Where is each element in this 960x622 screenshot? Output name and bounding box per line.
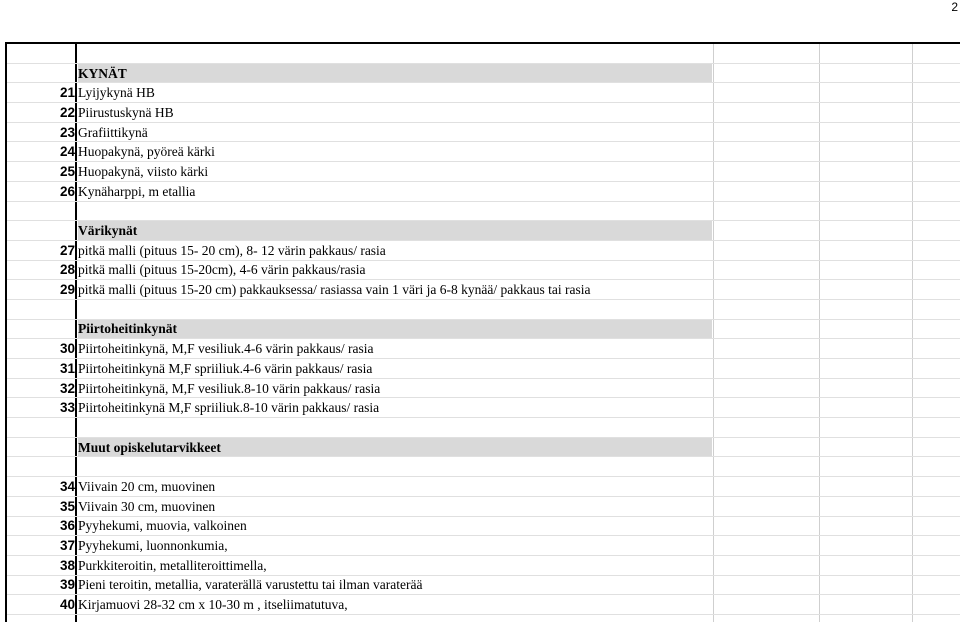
section-header-band (78, 221, 712, 240)
item-description: Pieni teroitin, metallia, varaterällä varustettu tai ilman varaterää (78, 577, 423, 593)
item-description: Piirtoheitinkynä M,F spriiliuk.8-10 värin pakkaus/ rasia (78, 400, 380, 416)
item-number: 21 (59, 85, 75, 101)
item-description: Viivain 30 cm, muovinen (78, 498, 216, 514)
table-row (7, 83, 960, 103)
table-row (7, 123, 960, 143)
item-description: Piirtoheitinkynä M,F spriiliuk.4-6 värin pakkaus/ rasia (78, 360, 373, 376)
item-number: 24 (59, 144, 75, 160)
item-number: 27 (59, 242, 75, 258)
table-row (7, 595, 960, 615)
blank-row (7, 300, 960, 320)
section-header-row (7, 438, 960, 458)
table-row (7, 536, 960, 556)
item-description: Huopakynä, pyöreä kärki (78, 144, 215, 160)
item-number: 28 (59, 262, 75, 278)
blank-row (7, 202, 960, 222)
table-row (7, 576, 960, 596)
table-row (7, 477, 960, 497)
section-header-band (78, 64, 712, 83)
item-description: Pyyhekumi, muovia, valkoinen (78, 518, 247, 534)
item-number: 34 (59, 478, 75, 494)
item-description: pitkä malli (pituus 15-20cm), 4-6 värin pakkaus/rasia (78, 262, 366, 278)
item-description: pitkä malli (pituus 15- 20 cm), 8- 12 värin pakkaus/ rasia (78, 242, 386, 258)
table-row (7, 241, 960, 261)
blank-row (7, 457, 960, 477)
item-description: Purkkiteroitin, metalliteroittimella, (78, 557, 267, 573)
section-title: Muut opiskelutarvikkeet (78, 439, 221, 455)
table-row (7, 517, 960, 537)
blank-row (7, 418, 960, 438)
table-row (7, 379, 960, 399)
table-row (7, 359, 960, 379)
section-header-row (7, 221, 960, 241)
section-title: KYNÄT (78, 65, 127, 81)
section-header-row (7, 64, 960, 84)
item-description: Huopakynä, viisto kärki (78, 163, 209, 179)
item-description: Piirustuskynä HB (78, 104, 174, 120)
item-number: 40 (59, 597, 75, 613)
item-number: 33 (59, 400, 75, 416)
item-number: 36 (59, 518, 75, 534)
item-description: Viivain 20 cm, muovinen (78, 478, 216, 494)
item-number: 25 (59, 163, 75, 179)
table-row (7, 280, 960, 300)
item-number: 30 (59, 341, 75, 357)
item-description: Piirtoheitinkynä, M,F vesiliuk.8-10 värin pakkaus/ rasia (78, 380, 381, 396)
table-row (7, 556, 960, 576)
item-description: Grafiittikynä (78, 124, 148, 140)
section-title: Värikynät (78, 223, 138, 239)
item-number: 26 (59, 183, 75, 199)
table-row (7, 497, 960, 517)
item-number: 29 (59, 282, 75, 298)
item-description: pitkä malli (pituus 15-20 cm) pakkauksessa/ rasiassa vain 1 väri ja 6-8 kynää/ pakkaus tai rasia (78, 282, 591, 298)
item-description: Kynäharppi, m etallia (78, 183, 196, 199)
table-row (7, 339, 960, 359)
item-description: Kirjamuovi 28-32 cm x 10-30 m , itseliimatutuva, (78, 597, 348, 613)
table-row (7, 182, 960, 202)
blank-row (7, 44, 960, 64)
section-title: Piirtoheitinkynät (78, 321, 178, 337)
item-description: Pyyhekumi, luonnonkumia, (78, 538, 228, 554)
item-number: 38 (59, 557, 75, 573)
item-number: 31 (59, 360, 75, 376)
table-rows (7, 44, 960, 615)
section-header-row (7, 320, 960, 340)
item-number: 39 (59, 577, 75, 593)
item-description: Lyijykynä HB (78, 85, 155, 101)
item-number: 32 (59, 380, 75, 396)
item-number: 37 (59, 538, 75, 554)
table-row (7, 142, 960, 162)
item-description: Piirtoheitinkynä, M,F vesiliuk.4-6 värin pakkaus/ rasia (78, 341, 374, 357)
table-row (7, 261, 960, 281)
table-row (7, 103, 960, 123)
table-row (7, 162, 960, 182)
table-row (7, 398, 960, 418)
page-number: 2 (951, 0, 958, 14)
spreadsheet-table (5, 42, 960, 622)
item-number: 23 (59, 124, 75, 140)
item-number: 22 (59, 104, 75, 120)
item-number: 35 (59, 498, 75, 514)
